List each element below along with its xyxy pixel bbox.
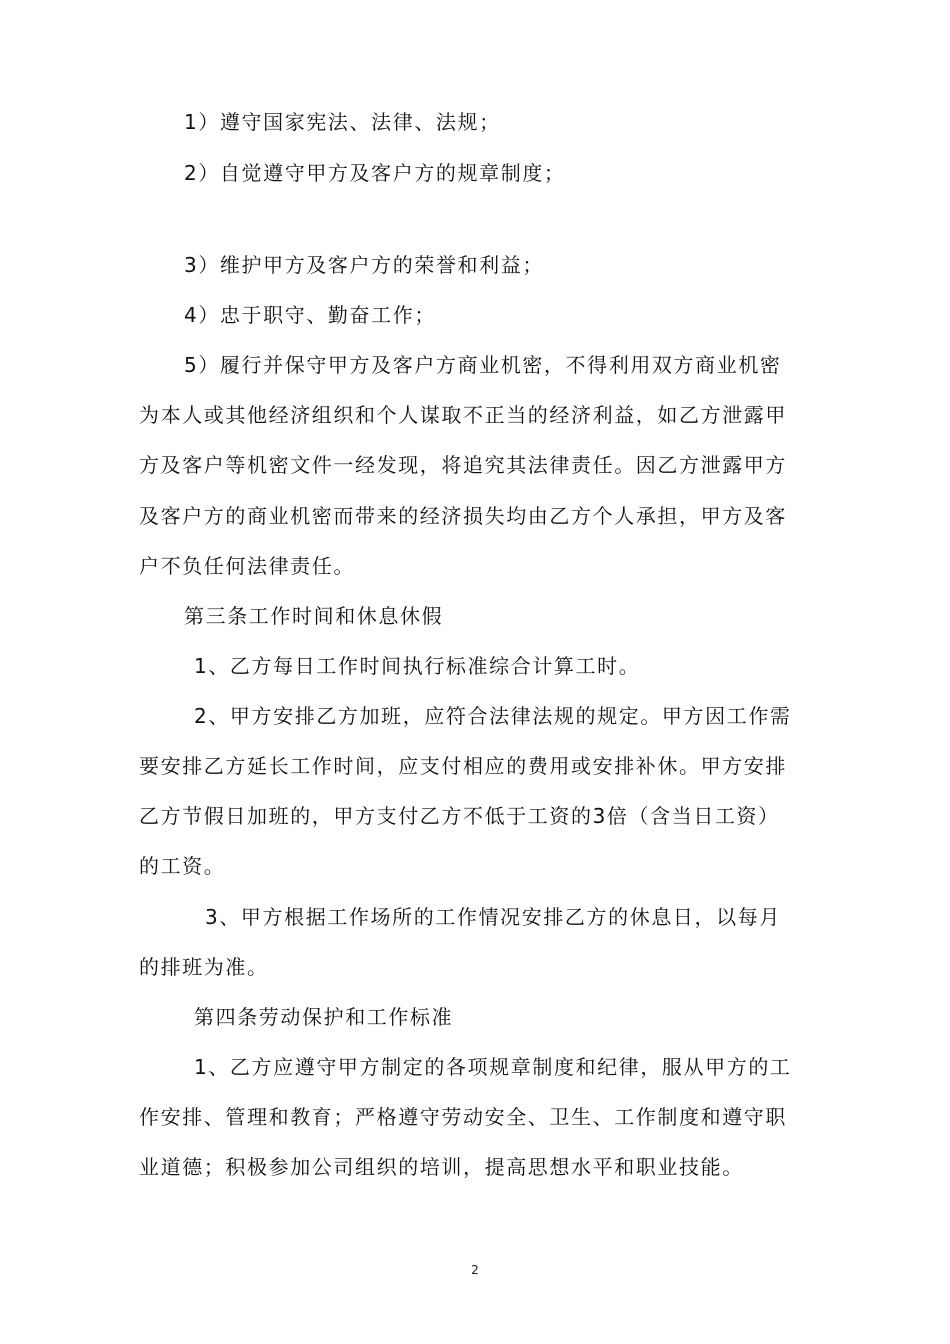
text-line: 5）履行并保守甲方及客户方商业机密，不得利用双方商业机密	[184, 353, 782, 377]
text-line: 2）自觉遵守甲方及客户方的规章制度；	[184, 161, 566, 185]
text-line: 作安排、管理和教育；严格遵守劳动安全、卫生、工作制度和遵守职	[139, 1105, 787, 1129]
text-line: 乙方节假日加班的，甲方支付乙方不低于工资的3倍（含当日工资）	[139, 804, 780, 828]
text-line: 的工资。	[139, 854, 226, 878]
text-line: 1）遵守国家宪法、法律、法规；	[184, 110, 501, 134]
text-line: 4）忠于职守、勤奋工作；	[184, 303, 436, 327]
text-line: 3、甲方根据工作场所的工作情况安排乙方的休息日，以每月	[205, 905, 781, 929]
text-line: 要安排乙方延长工作时间，应支付相应的费用或安排补休。甲方安排	[139, 754, 787, 778]
text-line: 业道德；积极参加公司组织的培训，提高思想水平和职业技能。	[139, 1155, 744, 1179]
text-line: 的排班为准。	[139, 955, 269, 979]
text-line: 2、甲方安排乙方加班，应符合法律法规的规定。甲方因工作需	[194, 704, 792, 728]
text-line: 1、乙方每日工作时间执行标准综合计算工时。	[194, 654, 641, 678]
text-line: 方及客户等机密文件一经发现，将追究其法律责任。因乙方泄露甲方	[139, 453, 787, 477]
section-heading: 第四条劳动保护和工作标准	[194, 1005, 454, 1029]
text-line: 及客户方的商业机密而带来的经济损失均由乙方个人承担，甲方及客	[139, 504, 787, 528]
text-line: 1、乙方应遵守甲方制定的各项规章制度和纪律，服从甲方的工	[194, 1055, 792, 1079]
page-number: 2	[471, 1263, 479, 1277]
text-line: 户不负任何法律责任。	[139, 554, 355, 578]
text-line: 3）维护甲方及客户方的荣誉和利益；	[184, 253, 544, 277]
section-heading: 第三条工作时间和休息休假	[184, 604, 444, 628]
text-line: 为本人或其他经济组织和个人谋取不正当的经济利益，如乙方泄露甲	[139, 403, 787, 427]
